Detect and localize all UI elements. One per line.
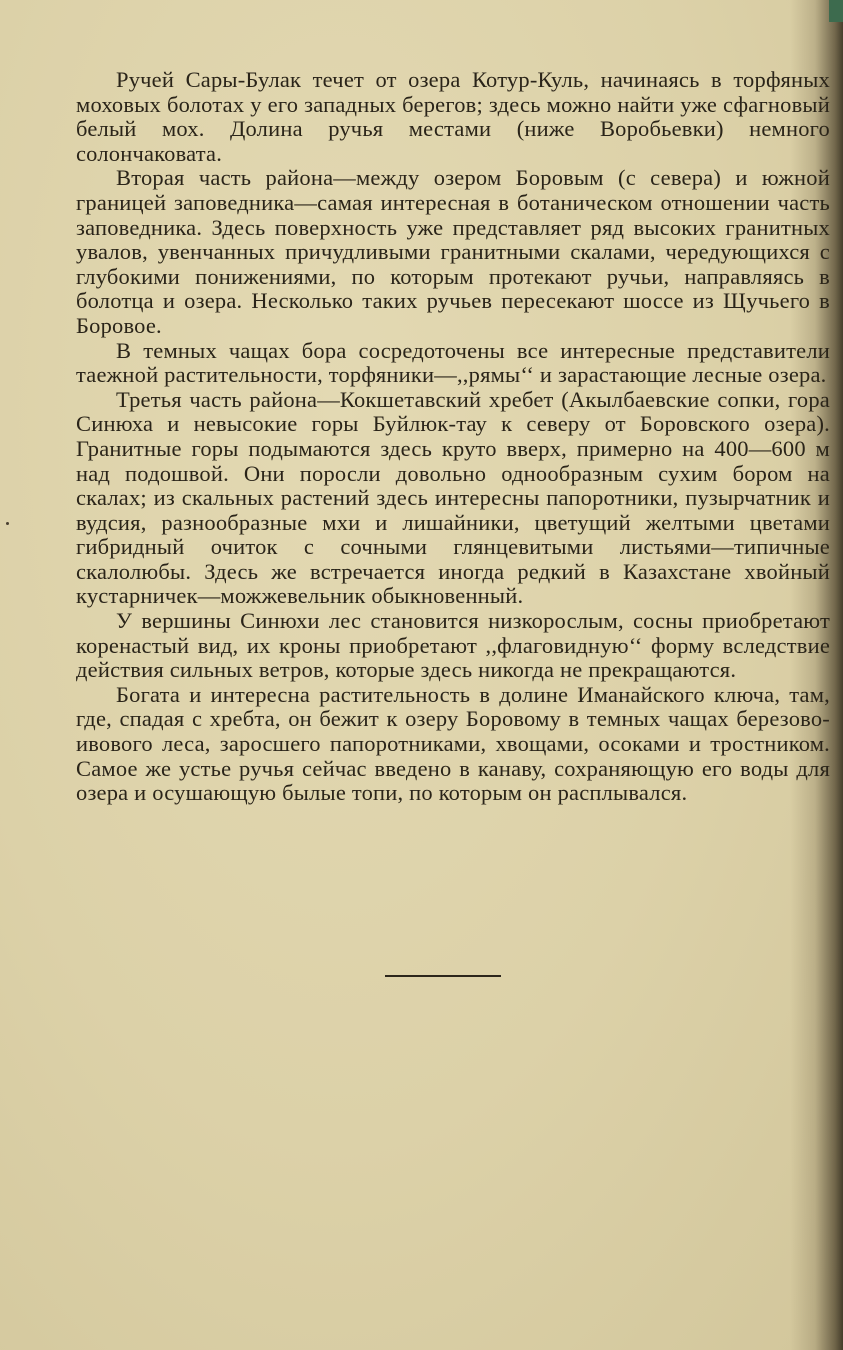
paragraph-imanay-brook: Богата и интересна растительность в долине Иманайского ключа, там, где, спадая с хребта, он бежит к озеру Боровому в темных чащах березово-ивового леса, заросшего папоротниками, хвощами, осоками и тростником. Самое же устье ручья сейчас введено в канаву, сохраняющую его воды для озера и осушающую былые топи, по которым он расплывался. [76,681,830,806]
paragraph-second-part: Вторая часть района—между озером Боровым (с севера) и южной границей заповедника—самая интересная в ботаническом отношении часть заповедника. Здесь поверхность уже представляет ряд высоких гранитных увалов, увенчанных причудливыми гранитными скалами, чередующихся с глубокими понижениями, по которым протекают ручьи, направляясь в болотца и озера. Несколько таких ручьев пересекают шоссе из Щучьего в Боровое. [76,165,830,338]
body-text [76,68,830,806]
binding-edge [829,0,843,22]
paper-speck [6,522,9,525]
paragraph-dark-thickets: В темных чащах бора сосредоточены все интересные представители таежной растительности, торфяники—,,рямы‘‘ и зарастающие лесные озера. [76,337,830,388]
paragraph-sinyukha-summit: У вершины Синюхи лес становится низкорослым, сосны приобретают коренастый вид, их кроны приобретают ,,флаговидную‘‘ форму вследствие действия сильных ветров, которые здесь никогда не прекращаются. [76,608,830,683]
paragraph-sary-bulak: Ручей Сары-Булак течет от озера Котур-Куль, начинаясь в торфяных моховых болотах у его западных берегов; здесь можно найти уже сфагновый белый мох. Долина ручья местами (ниже Воробьевки) немного солончаковата. [76,67,830,166]
section-divider-rule [385,975,501,977]
paragraph-third-part: Третья часть района—Кокшетавский хребет (Акылбаевские сопки, гора Синюха и невысокие горы Буйлюк-тау к северу от Боровского озера). Гранитные горы подымаются здесь круто вверх, примерно на 400—600 м над подошвой. Они поросли довольно однообразным сухим бором на скалах; из скальных растений здесь интересны папоротники, пузырчатник и вудсия, разнообразные мхи и лишайники, цветущий желтыми цветами гибридный очиток с сочными глянцевитыми листьями—типичные скалолюбы. Здесь же встречается иногда редкий в Казахстане хвойный кустарничек—можжевельник обыкновенный. [76,386,830,609]
